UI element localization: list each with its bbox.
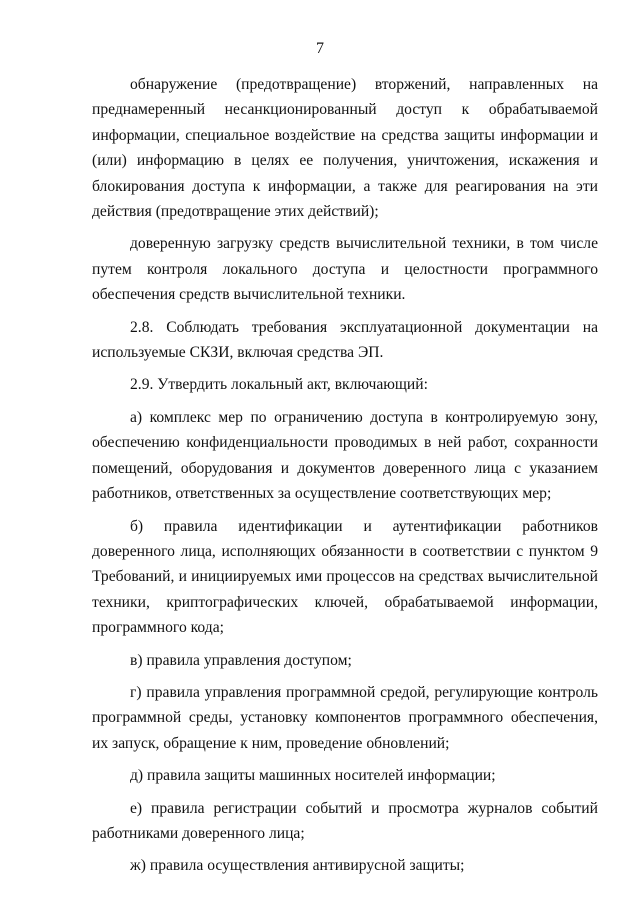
- list-item-b: б) правила идентификации и аутентификации работников доверенного лица, исполняющих обязанности в соответствии с пунктом 9 Требований, и инициируемых ими процессов на средствах вычислительной техники, криптографических ключей, обрабатываемой информации, программного кода;: [92, 517, 598, 637]
- paragraph-2-8: 2.8. Соблюдать требования эксплуатационной документации на используемые СКЗИ, включая средства ЭП.: [92, 318, 598, 362]
- paragraph-trusted-boot: доверенную загрузку средств вычислительной техники, в том числе путем контроля локального доступа и целостности программного обеспечения средств вычислительной техники.: [92, 235, 598, 304]
- list-item-d: д) правила защиты машинных носителей информации;: [130, 767, 496, 785]
- document-body: [92, 72, 598, 879]
- paragraph-2-9: 2.9. Утвердить локальный акт, включающий:: [130, 376, 428, 394]
- list-item-zh: ж) правила осуществления антивирусной защиты;: [130, 857, 465, 875]
- page-number: 7: [316, 40, 324, 57]
- list-item-v: в) правила управления доступом;: [130, 651, 352, 669]
- list-item-e: е) правила регистрации событий и просмотра журналов событий работниками доверенного лица;: [92, 799, 598, 842]
- list-item-a: а) комплекс мер по ограничению доступа в контролируемую зону, обеспечению конфиденциальности проводимых в ней работ, сохранности помещений, оборудования и документов доверенного лица с указанием работников, ответственных за осуществление соответствующих мер;: [92, 408, 598, 503]
- list-item-g: г) правила управления программной средой, регулирующие контроль программной среды, установку компонентов программного обеспечения, их запуск, обращение к ним, проведение обновлений;: [92, 683, 598, 752]
- paragraph-intrusion-detection: обнаружение (предотвращение) вторжений, направленных на преднамеренный несанкционированный доступ к обрабатываемой информации, специальное воздействие на средства защиты информации и (или) информацию в целях ее получения, уничтожения, искажения и блокирования доступа к информации, а также для реагирования на эти действия (предотвращение этих действий);: [92, 76, 598, 221]
